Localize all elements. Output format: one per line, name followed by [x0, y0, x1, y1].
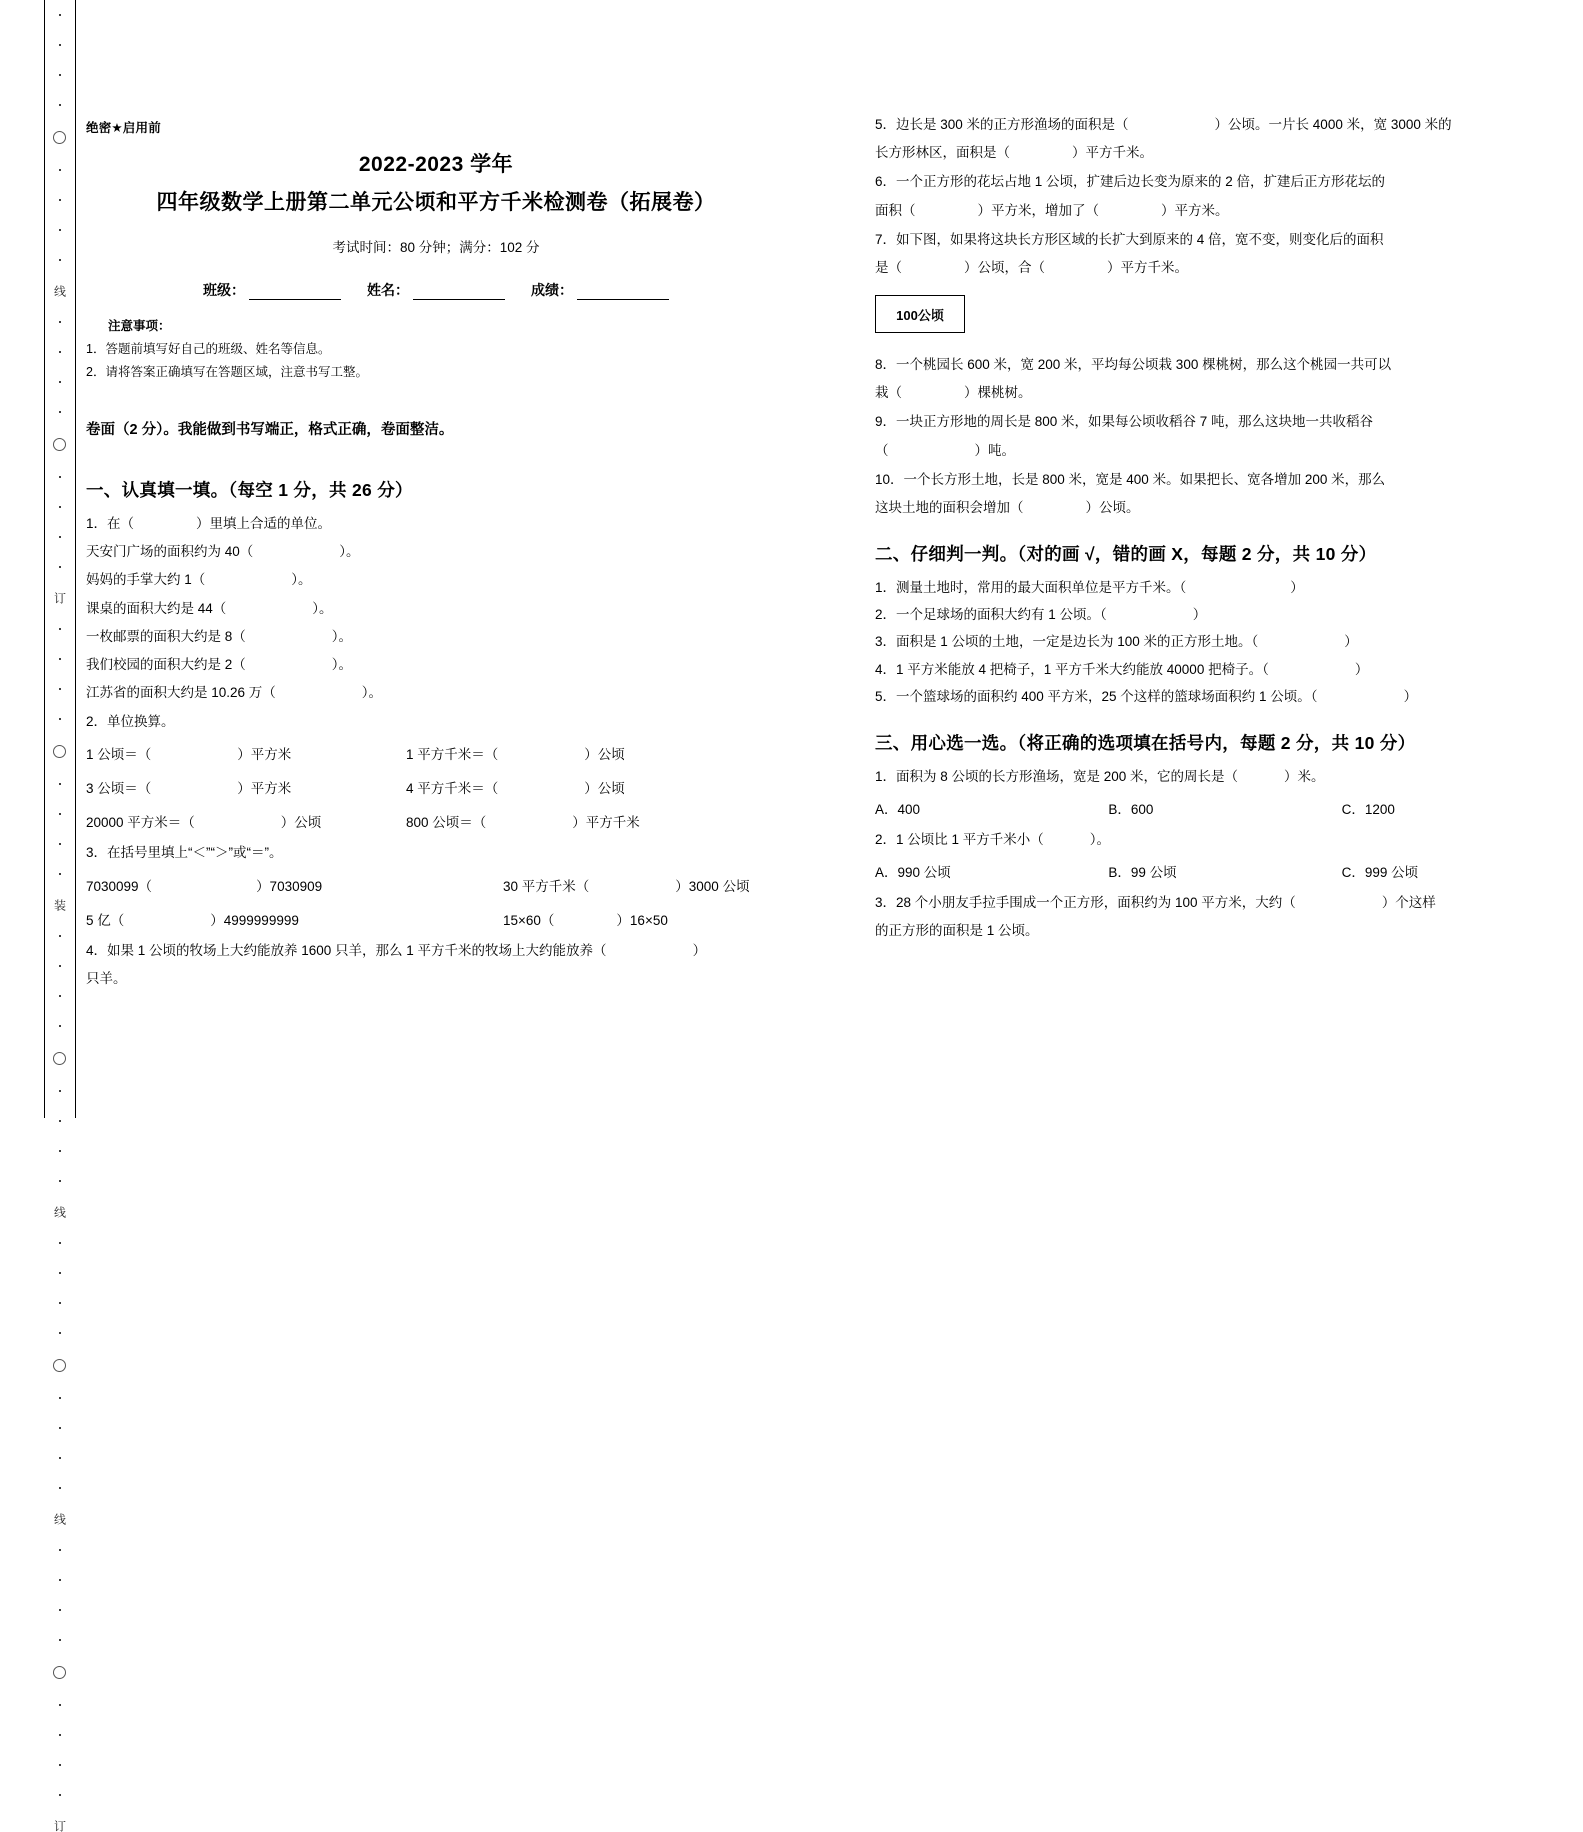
conv-left: [86, 743, 406, 763]
mc3-text-after: ）个这样: [1381, 895, 1436, 911]
item-text-after: ）。: [331, 656, 353, 672]
item-text-after: ）。: [361, 685, 383, 701]
item-text-after: ）。: [331, 628, 353, 644]
option-c[interactable]: C．999 公顷: [1341, 865, 1419, 881]
question-1-8-line-1: 8．一个桃园长 600 米，宽 200 米，平均每公顷栽 300 棵桃树，那么这个桃园一共可以: [875, 357, 1392, 373]
score-input-line[interactable]: [577, 284, 669, 300]
seal-line-track: [44, 0, 75, 1832]
seal-dot: [59, 813, 61, 815]
notice-item-1: 1．答题前填写好自己的班级、姓名等信息。: [86, 342, 331, 356]
question-1-1-stem: [86, 517, 786, 531]
seal-dot: [59, 566, 61, 568]
q10-part-a: 这块土地的面积会增加（: [875, 499, 1024, 515]
question-1-1-item-2: [86, 573, 786, 587]
conv-right: [406, 777, 625, 797]
conv-right-after: ）公顷: [584, 747, 625, 763]
class-input-line[interactable]: [249, 284, 341, 300]
seal-dot: [59, 259, 61, 261]
cmp-left-after: ）4999999999: [210, 912, 299, 928]
seal-dot: [59, 1487, 61, 1489]
seal-dot: [59, 1090, 61, 1092]
conv-left-before: 20000 平方米＝（: [86, 815, 195, 831]
seal-ring-icon: [53, 1359, 66, 1372]
section-two-item-1: [875, 581, 1575, 595]
cmp-left-before: 7030099（: [86, 878, 153, 894]
seal-dot: [59, 843, 61, 845]
tf-text-after: ）: [1354, 661, 1369, 677]
question-1-10-line-2: [875, 501, 1575, 515]
question-1-1-item-3: [86, 602, 786, 616]
q9-part-b: ）吨。: [974, 442, 1015, 458]
q9-part-a: （: [875, 442, 889, 458]
seal-dot: [59, 1609, 61, 1611]
seal-dot: [59, 381, 61, 383]
seal-ring-icon: [53, 131, 66, 144]
seal-dot: [59, 1427, 61, 1429]
conv-right-after: ）公顷: [584, 781, 625, 797]
seal-binding-margin: [0, 0, 76, 1832]
seal-dot: [59, 718, 61, 720]
conv-left-after: ）公顷: [280, 815, 322, 831]
section-three-question-2-options: [875, 861, 1575, 881]
score-field: [531, 280, 669, 300]
tf-text-before: 3．面积是 1 公顷的土地，一定是边长为 100 米的正方形土地。（: [875, 634, 1259, 650]
q7-part-b: ）公顷，合（: [964, 259, 1045, 275]
cover-note: 卷面（2 分）。我能做到书写端正，格式正确，卷面整洁。: [86, 422, 454, 438]
left-column: [86, 0, 786, 986]
item-text-before: 江苏省的面积大约是 10.26 万（: [86, 685, 276, 701]
question-1-6-line-1: 6．一个正方形的花坛占地 1 公顷，扩建后边长变为原来的 2 倍，扩建后正方形花坛的: [875, 174, 1386, 190]
question-1-1-item-5: [86, 658, 786, 672]
cmp-right-before: 30 平方千米（: [503, 878, 590, 894]
seal-dot: [59, 1397, 61, 1399]
seal-line-character: 装: [52, 899, 67, 911]
seal-dot: [59, 1639, 61, 1641]
seal-dot: [59, 1332, 61, 1334]
compare-row-2: [86, 909, 786, 929]
seal-dot: [59, 1025, 61, 1027]
page-title-main: 四年级数学上册第二单元公顷和平方千米检测卷（拓展卷）: [156, 191, 716, 214]
seal-ring-icon: [53, 1052, 66, 1065]
question-1-6-line-2: [875, 204, 1575, 218]
cmp-left-before: 5 亿（: [86, 912, 125, 928]
seal-dot: [59, 688, 61, 690]
conv-right-before: 4 平方千米＝（: [406, 781, 499, 797]
section-three-heading: 三、用心选一选。（将正确的选项填在括号内，每题 2 分，共 10 分）: [875, 732, 1416, 753]
q4-text-after: ）: [692, 942, 707, 958]
notice-item-2: 2．请将答案正确填写在答题区域，注意书写工整。: [86, 365, 368, 379]
mc-stem-after: ）米。: [1284, 768, 1325, 784]
rectangle-figure-box: [875, 295, 965, 333]
cmp-right-after: ）3000 公顷: [675, 878, 750, 894]
seal-line-character: 订: [52, 1820, 67, 1832]
question-1-1-item-6: [86, 686, 786, 700]
name-input-line[interactable]: [413, 284, 505, 300]
q7-part-c: ）平方千米。: [1107, 259, 1188, 275]
tf-text-after: ）: [1344, 634, 1358, 650]
q5-line2-before: 长方形林区，面积是（: [875, 145, 1010, 161]
q8-part-a: 栽（: [875, 385, 902, 401]
question-1-9-line-1: 9．一块正方形地的周长是 800 米，如果每公顷收稻谷 7 吨，那么这块地一共收稻谷: [875, 414, 1374, 430]
question-1-4-line-2: 只羊。: [86, 970, 127, 986]
seal-dot: [59, 995, 61, 997]
seal-dot: [59, 44, 61, 46]
seal-dot: [59, 411, 61, 413]
conv-right-after: ）平方千米: [572, 815, 640, 831]
cmp-right: [503, 875, 750, 895]
seal-dot: [59, 506, 61, 508]
name-field: [367, 280, 505, 300]
item-text-after: ）。: [339, 544, 360, 560]
conv-right-before: 800 公顷＝（: [406, 815, 487, 831]
seal-dot: [59, 351, 61, 353]
q1-stem-b: ）里填上合适的单位。: [196, 516, 332, 531]
question-1-1-item-1: [86, 545, 786, 559]
section-two-item-4: [875, 663, 1575, 677]
seal-dot: [59, 476, 61, 478]
seal-dot: [59, 965, 61, 967]
seal-dot: [59, 104, 61, 106]
question-1-5-line-2: [875, 146, 1575, 160]
seal-dot: [59, 1549, 61, 1551]
question-1-2-title: 2．单位换算。: [86, 714, 175, 730]
seal-ring-icon: [53, 745, 66, 758]
conversion-row-2: [86, 777, 786, 797]
q1-stem-a: 1．在（: [86, 516, 135, 531]
conv-right: [406, 743, 625, 763]
section-three-question-3-line-1: [875, 896, 1575, 910]
seal-dot: [59, 873, 61, 875]
seal-dot: [59, 1242, 61, 1244]
seal-dot: [59, 1704, 61, 1706]
item-text-before: 妈妈的手掌大约 1（: [86, 572, 206, 588]
conv-right: [406, 811, 640, 831]
seal-dot: [59, 1180, 61, 1182]
tf-text-after: ）: [1403, 688, 1418, 704]
section-three-question-3-line-2: 的正方形的面积是 1 公顷。: [875, 923, 1039, 939]
item-text-before: 我们校园的面积大约是 2（: [86, 656, 246, 672]
section-two-item-2: [875, 608, 1575, 622]
conv-left: [86, 777, 406, 797]
section-two-item-5: [875, 690, 1575, 704]
tf-text-before: 1．测量土地时，常用的最大面积单位是平方千米。（: [875, 580, 1187, 596]
q4-text-before: 4．如果 1 公顷的牧场上大约能放养 1600 只羊，那么 1 平方千米的牧场上大约能放养（: [86, 942, 607, 958]
conversion-row-1: [86, 743, 786, 763]
secret-mark: 绝密★启用前: [86, 121, 161, 135]
seal-dot: [59, 1457, 61, 1459]
cmp-left: [86, 909, 503, 929]
class-label: 班级：: [203, 282, 245, 298]
q5-text-before: 5．边长是 300 米的正方形渔场的面积是（: [875, 117, 1129, 132]
figure-area-label: 100公顷: [896, 307, 944, 323]
conv-left: [86, 811, 406, 831]
question-1-4-line-1: [86, 944, 786, 958]
seal-dot: [59, 1579, 61, 1581]
seal-dot: [59, 935, 61, 937]
question-1-1-item-4: [86, 630, 786, 644]
mc-stem-before: 2．1 公顷比 1 平方千米小（: [875, 832, 1044, 848]
seal-dot: [59, 1302, 61, 1304]
seal-dot: [59, 658, 61, 660]
q8-part-b: ）棵桃树。: [964, 385, 1032, 401]
tf-text-after: ）: [1192, 607, 1207, 623]
question-1-10-line-1: 10．一个长方形土地，长是 800 米，宽是 400 米。如果把长、宽各增加 200 米，那么: [875, 471, 1386, 487]
mc3-text-before: 3．28 个小朋友手拉手围成一个正方形，面积约为 100 平方米，大约（: [875, 895, 1296, 911]
question-1-7-line-1: 7．如下图，如果将这块长方形区域的长扩大到原来的 4 倍，宽不变，则变化后的面积: [875, 231, 1384, 247]
name-label: 姓名：: [367, 282, 409, 298]
item-text-before: 天安门广场的面积约为 40（: [86, 544, 254, 560]
seal-dot: [59, 321, 61, 323]
tf-text-before: 4．1 平方米能放 4 把椅子，1 平方千米大约能放 40000 把椅子。（: [875, 661, 1269, 677]
seal-dot: [59, 1120, 61, 1122]
seal-line-character: 线: [52, 285, 67, 297]
option-a[interactable]: A．400: [875, 802, 921, 818]
seal-dot: [59, 1734, 61, 1736]
conv-left-after: ）平方米: [237, 781, 292, 797]
question-1-7-line-2: [875, 261, 1575, 275]
seal-dot: [59, 74, 61, 76]
seal-ring-icon: [53, 438, 66, 451]
seal-dot: [59, 783, 61, 785]
section-one-heading: 一、认真填一填。（每空 1 分，共 26 分）: [86, 480, 413, 500]
q10-part-b: ）公顷。: [1085, 499, 1140, 515]
cmp-right: [503, 909, 668, 929]
item-text-after: ）。: [291, 572, 312, 588]
seal-dot: [59, 1150, 61, 1152]
conv-right-before: 1 平方千米＝（: [406, 747, 499, 763]
mc-stem-before: 1．面积为 8 公顷的长方形渔场，宽是 200 米，它的周长是（: [875, 768, 1239, 784]
seal-dot: [59, 229, 61, 231]
section-three-question-1-stem: [875, 770, 1575, 784]
conversion-row-3: [86, 811, 786, 831]
compare-row-1: [86, 875, 786, 895]
figure-spacer: [875, 333, 1575, 343]
mc-stem-after: ）。: [1089, 832, 1111, 848]
question-1-9-line-2: [875, 444, 1575, 458]
tf-text-after: ）: [1290, 580, 1304, 596]
q5-line2-after: ）平方千米。: [1072, 145, 1153, 161]
q6-part-a: 面积（: [875, 202, 916, 218]
seal-dot: [59, 536, 61, 538]
cmp-left-after: ）7030909: [256, 878, 323, 894]
tf-text-before: 5．一个篮球场的面积约 400 平方米，25 个这样的篮球场面积约 1 公顷。（: [875, 688, 1318, 704]
seal-dot: [59, 1272, 61, 1274]
option-b[interactable]: B．600: [1108, 802, 1154, 818]
q6-part-c: ）平方米。: [1161, 202, 1229, 218]
conv-left-before: 3 公顷＝（: [86, 781, 152, 797]
cmp-left: [86, 875, 503, 895]
right-column: [875, 0, 1575, 939]
seal-dot: [59, 628, 61, 630]
q5-text-mid: ）公顷。一片长 4000 米，宽 3000 米的: [1214, 117, 1452, 132]
cmp-right-after: ）16×50: [616, 912, 668, 928]
student-id-row: [86, 280, 786, 300]
page-title-year: 2022-2023 学年: [358, 153, 514, 176]
item-text-before: 一枚邮票的面积大约是 8（: [86, 628, 246, 644]
conv-left-before: 1 公顷＝（: [86, 747, 152, 763]
section-three-question-1-options: [875, 798, 1575, 818]
seal-dot: [59, 169, 61, 171]
tf-text-before: 2．一个足球场的面积大约有 1 公顷。（: [875, 607, 1107, 623]
seal-dot: [59, 199, 61, 201]
seal-dot: [59, 1764, 61, 1766]
notice-title: 注意事项：: [108, 319, 171, 333]
seal-dot: [59, 14, 61, 16]
question-1-8-line-2: [875, 386, 1575, 400]
section-three-question-2-stem: [875, 833, 1575, 847]
item-text-before: 课桌的面积大约是 44（: [86, 600, 227, 616]
cmp-right-before: 15×60（: [503, 912, 555, 928]
seal-ring-icon: [53, 1666, 66, 1679]
q6-part-b: ）平方米，增加了（: [977, 202, 1099, 218]
exam-meta: 考试时间：80 分钟；满分：102 分: [332, 240, 540, 255]
exam-paper-page: [76, 0, 1583, 1118]
class-field: [203, 280, 341, 300]
section-two-item-3: [875, 635, 1575, 649]
option-c[interactable]: C．1200: [1341, 802, 1395, 818]
item-text-after: ）。: [312, 600, 333, 616]
conv-left-after: ）平方米: [237, 747, 292, 763]
seal-line-character: 线: [52, 1206, 67, 1218]
seal-line-character: 线: [52, 1513, 67, 1525]
section-two-heading: 二、仔细判一判。（对的画 √，错的画 X，每题 2 分，共 10 分）: [875, 544, 1377, 565]
score-label: 成绩：: [531, 282, 573, 298]
option-b[interactable]: B．99 公顷: [1108, 865, 1177, 881]
seal-dot: [59, 1794, 61, 1796]
question-1-3-title: 3．在括号里填上“＜”“＞”或“＝”。: [86, 845, 283, 861]
question-1-5-line-1: [875, 118, 1575, 132]
seal-line-character: 订: [52, 592, 67, 604]
option-a[interactable]: A．990 公顷: [875, 865, 951, 881]
q7-part-a: 是（: [875, 259, 902, 275]
